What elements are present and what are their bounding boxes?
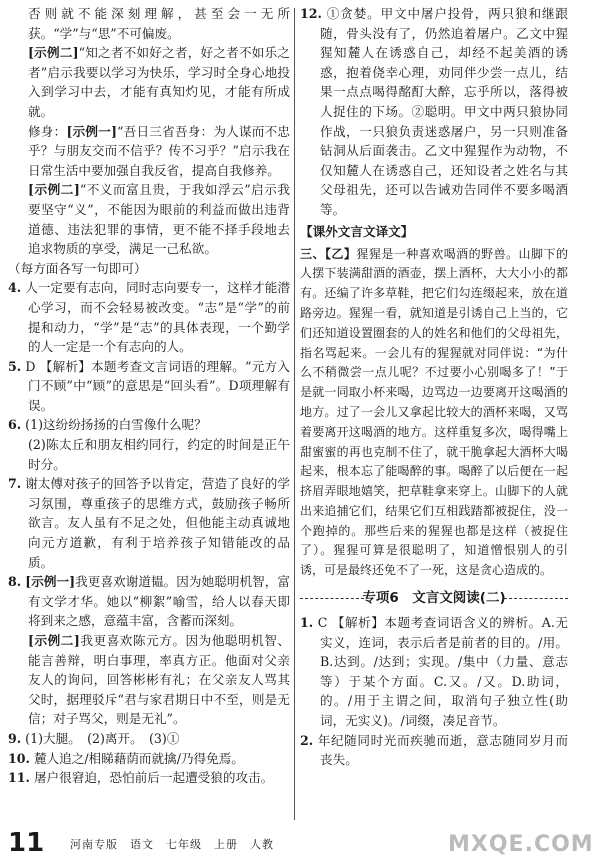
answer-item	[8, 572, 290, 631]
translation-text	[300, 245, 568, 582]
example-text: “知之者不如好之者，好之者不如乐之者”启示我要以学习为快乐，学习时全身心地投入到学习中去，才能有真知灼见，才能有所成就。	[28, 45, 290, 119]
example-tag: [示例一]	[25, 574, 76, 590]
example-tag: [示例二]	[28, 45, 79, 61]
right-column	[300, 4, 568, 770]
example-tag: [示例一]	[66, 123, 118, 139]
answer-item	[300, 731, 568, 770]
answer-item	[8, 749, 290, 769]
translation-heading: 【课外文言文译文】	[300, 223, 414, 239]
item-number: 11.	[8, 770, 30, 786]
example-tag: [示例二]	[28, 182, 80, 198]
answer-item	[300, 613, 568, 731]
item-number: 4.	[8, 280, 22, 296]
item-number: 9.	[8, 730, 22, 746]
item-text: 我更喜欢谢道韫。因为她聪明机智，富有文学才华。她以“柳絮”喻雪，给人以春天即将到来之感，意蕴丰富，含蓄而深刻。	[28, 574, 290, 629]
answer-item	[8, 357, 290, 416]
example-text: 我更喜欢陈元方。因为他聪明机智、能言善辩，明白事理，率真方正。他面对父亲友人的询问，回答彬彬有礼；在父亲友人骂其父时，据理驳斥“君与家君期日中不至，则是无信；对子骂父，则是无礼”。	[28, 633, 290, 727]
answer-item	[300, 4, 568, 220]
translation-lead: 三、【乙】	[300, 246, 357, 261]
example-tag: [示例二]	[28, 633, 80, 648]
page-footer	[0, 828, 594, 860]
answer-text	[8, 631, 290, 729]
watermark: MXQE.COM	[448, 832, 594, 857]
answer-item	[8, 768, 290, 788]
item-text: D 【解析】本题考查文言词语的理解。“元方入门不顾”中“顾”的意思是“回头看”。D项理解有误。	[25, 358, 290, 413]
example-text: “吾日三省吾身：为人谋而不忠乎？与朋友交而不信乎？传不习乎？”启示我在日常生活中要加强自我反省，提高自我修养。	[28, 123, 290, 178]
item-number: 5.	[8, 358, 22, 374]
answer-item	[8, 415, 290, 435]
note-text: （每方面各写一句即可）	[8, 260, 147, 276]
footer-text: 河南专版 语文 七年级 上册 人教	[70, 838, 274, 851]
column-divider	[294, 8, 295, 820]
answer-text	[8, 180, 290, 258]
answer-text: (2)陈太丘和朋友相约同行，约定的时间是正午时分。	[28, 437, 290, 472]
example-text: “不义而富且贵，于我如浮云”启示我要坚守“义”，不能因为眼前的利益而做出违背道德、违法犯罪的事情，更不能不择手段地去追求物质的享受，满足一己私欲。	[28, 182, 290, 257]
item-text: 谢太傅对孩子的回答予以肯定，营造了良好的学习氛围，尊重孩子的思维方式，鼓励孩子畅所欲言。友人虽有不足之处，但他能主动真诚地向元方道歉，有利于培养孩子知错能改的品质。	[25, 476, 290, 570]
left-column	[8, 4, 290, 788]
item-text: C 【解析】本题考查词语含义的辨析。A.无实义，连词，表示后者是前者的目的。/用。B.达到。/达到；实现。/集中（力量、意志等）于某个方面。C.又。/又。D.助词，的。/用于主谓之间，取消句子独立性(助词，无实义)。/词缀，凑足音节。	[317, 615, 568, 729]
item-text: (1)这纷纷扬扬的白雪像什么呢？	[25, 417, 207, 433]
item-text: 人一定要有志向，同时志向要专一，这样才能潜心学习，而不会轻易被改变。“志”是“学”的前提和动力，“学”是“志”的具体表现，一个勤学的人一定是一个有志向的人。	[25, 280, 290, 355]
item-text: 年纪随同时光而疾驰而逝，意志随同岁月而丧失。	[317, 732, 569, 768]
answer-item	[8, 474, 290, 572]
item-text: ①贪婪。甲文中屠户投骨，两只狼和继跟随，骨头没有了，仍然追着屠户。乙文中猩猩知麓人在诱惑自己，却经不起美酒的诱惑，抱着侥幸心理，劝同伴少尝一点儿，结果一点点喝得酩酊大醉，忘乎所以，落得被人捉住的下场。②聪明。甲文中两只狼协同作战，一只狼负责迷惑屠户，另一只则准备钻洞从后面袭击。乙文中猩猩作为动物，不仅知麓人在诱惑自己，还知设者之姓名与其父母祖先，还可以告诫劝告同伴不要多喝酒等。	[320, 6, 568, 217]
item-number: 2.	[300, 732, 314, 748]
item-text: (1)大腿。 (2)离开。 (3)①	[25, 730, 180, 746]
item-number: 10.	[8, 750, 30, 766]
translation-body: 猩猩是一种喜欢喝酒的野兽。山脚下的人摆下装满甜酒的酒壶，摆上酒杯，大大小小的都有。还编了许多草鞋，把它们勾连缀起来，放在道路旁边。猩猩一看，就知道是引诱自己上当的，它们还知道设置圈套的人的姓名和他们的父母祖先，指名骂起来。一会儿有的猩猩就对同伴说：“为什么不稍微尝一点儿呢？不过要小心别喝多了！”于是就一同取小杯来喝，边骂边一边要离开这喝酒的地方。过了一会儿又拿起比较大的酒杯来喝，又骂着要离开这喝酒的地方。这样重复多次，喝得嘴上甜蜜蜜的再也克制不住了，就干脆拿起大酒杯大喝起来，根本忘了能喝醉的事。喝醉了以后便在一起挤眉弄眼地嬉笑，把草鞋拿来穿上。山脚下的人就出来追捕它们，结果它们互相践踏都被捉住，没一个跑掉的。那些后来的猩猩也都是这样（被捉住了）。猩猩可算是很聪明了，知道憎恨别人的引诱，可是最终还免不了一死，这是贪心造成的。	[300, 246, 568, 578]
item-text: 屠户很窘迫，恐怕前后一起遭受狼的攻击。	[33, 770, 274, 786]
item-number: 8.	[8, 574, 22, 590]
item-number: 1.	[300, 615, 314, 631]
page-number: 11	[8, 828, 45, 858]
section-title: 专项6 文言文阅读(二)	[300, 587, 568, 609]
item-text: 麓人追之/相睇藉荫而就擒/乃得免焉。	[33, 750, 244, 766]
item-number: 6.	[8, 417, 22, 433]
answer-text	[8, 43, 290, 121]
answer-item	[8, 278, 290, 356]
answer-text: 否则就不能深刻理解，甚至会一无所获。“学”与“思”不可偏废。	[28, 6, 290, 41]
item-number: 12.	[300, 6, 322, 21]
answer-text	[8, 122, 290, 181]
category-label: 修身：	[28, 123, 67, 139]
answer-item	[8, 729, 290, 749]
item-number: 7.	[8, 476, 22, 492]
